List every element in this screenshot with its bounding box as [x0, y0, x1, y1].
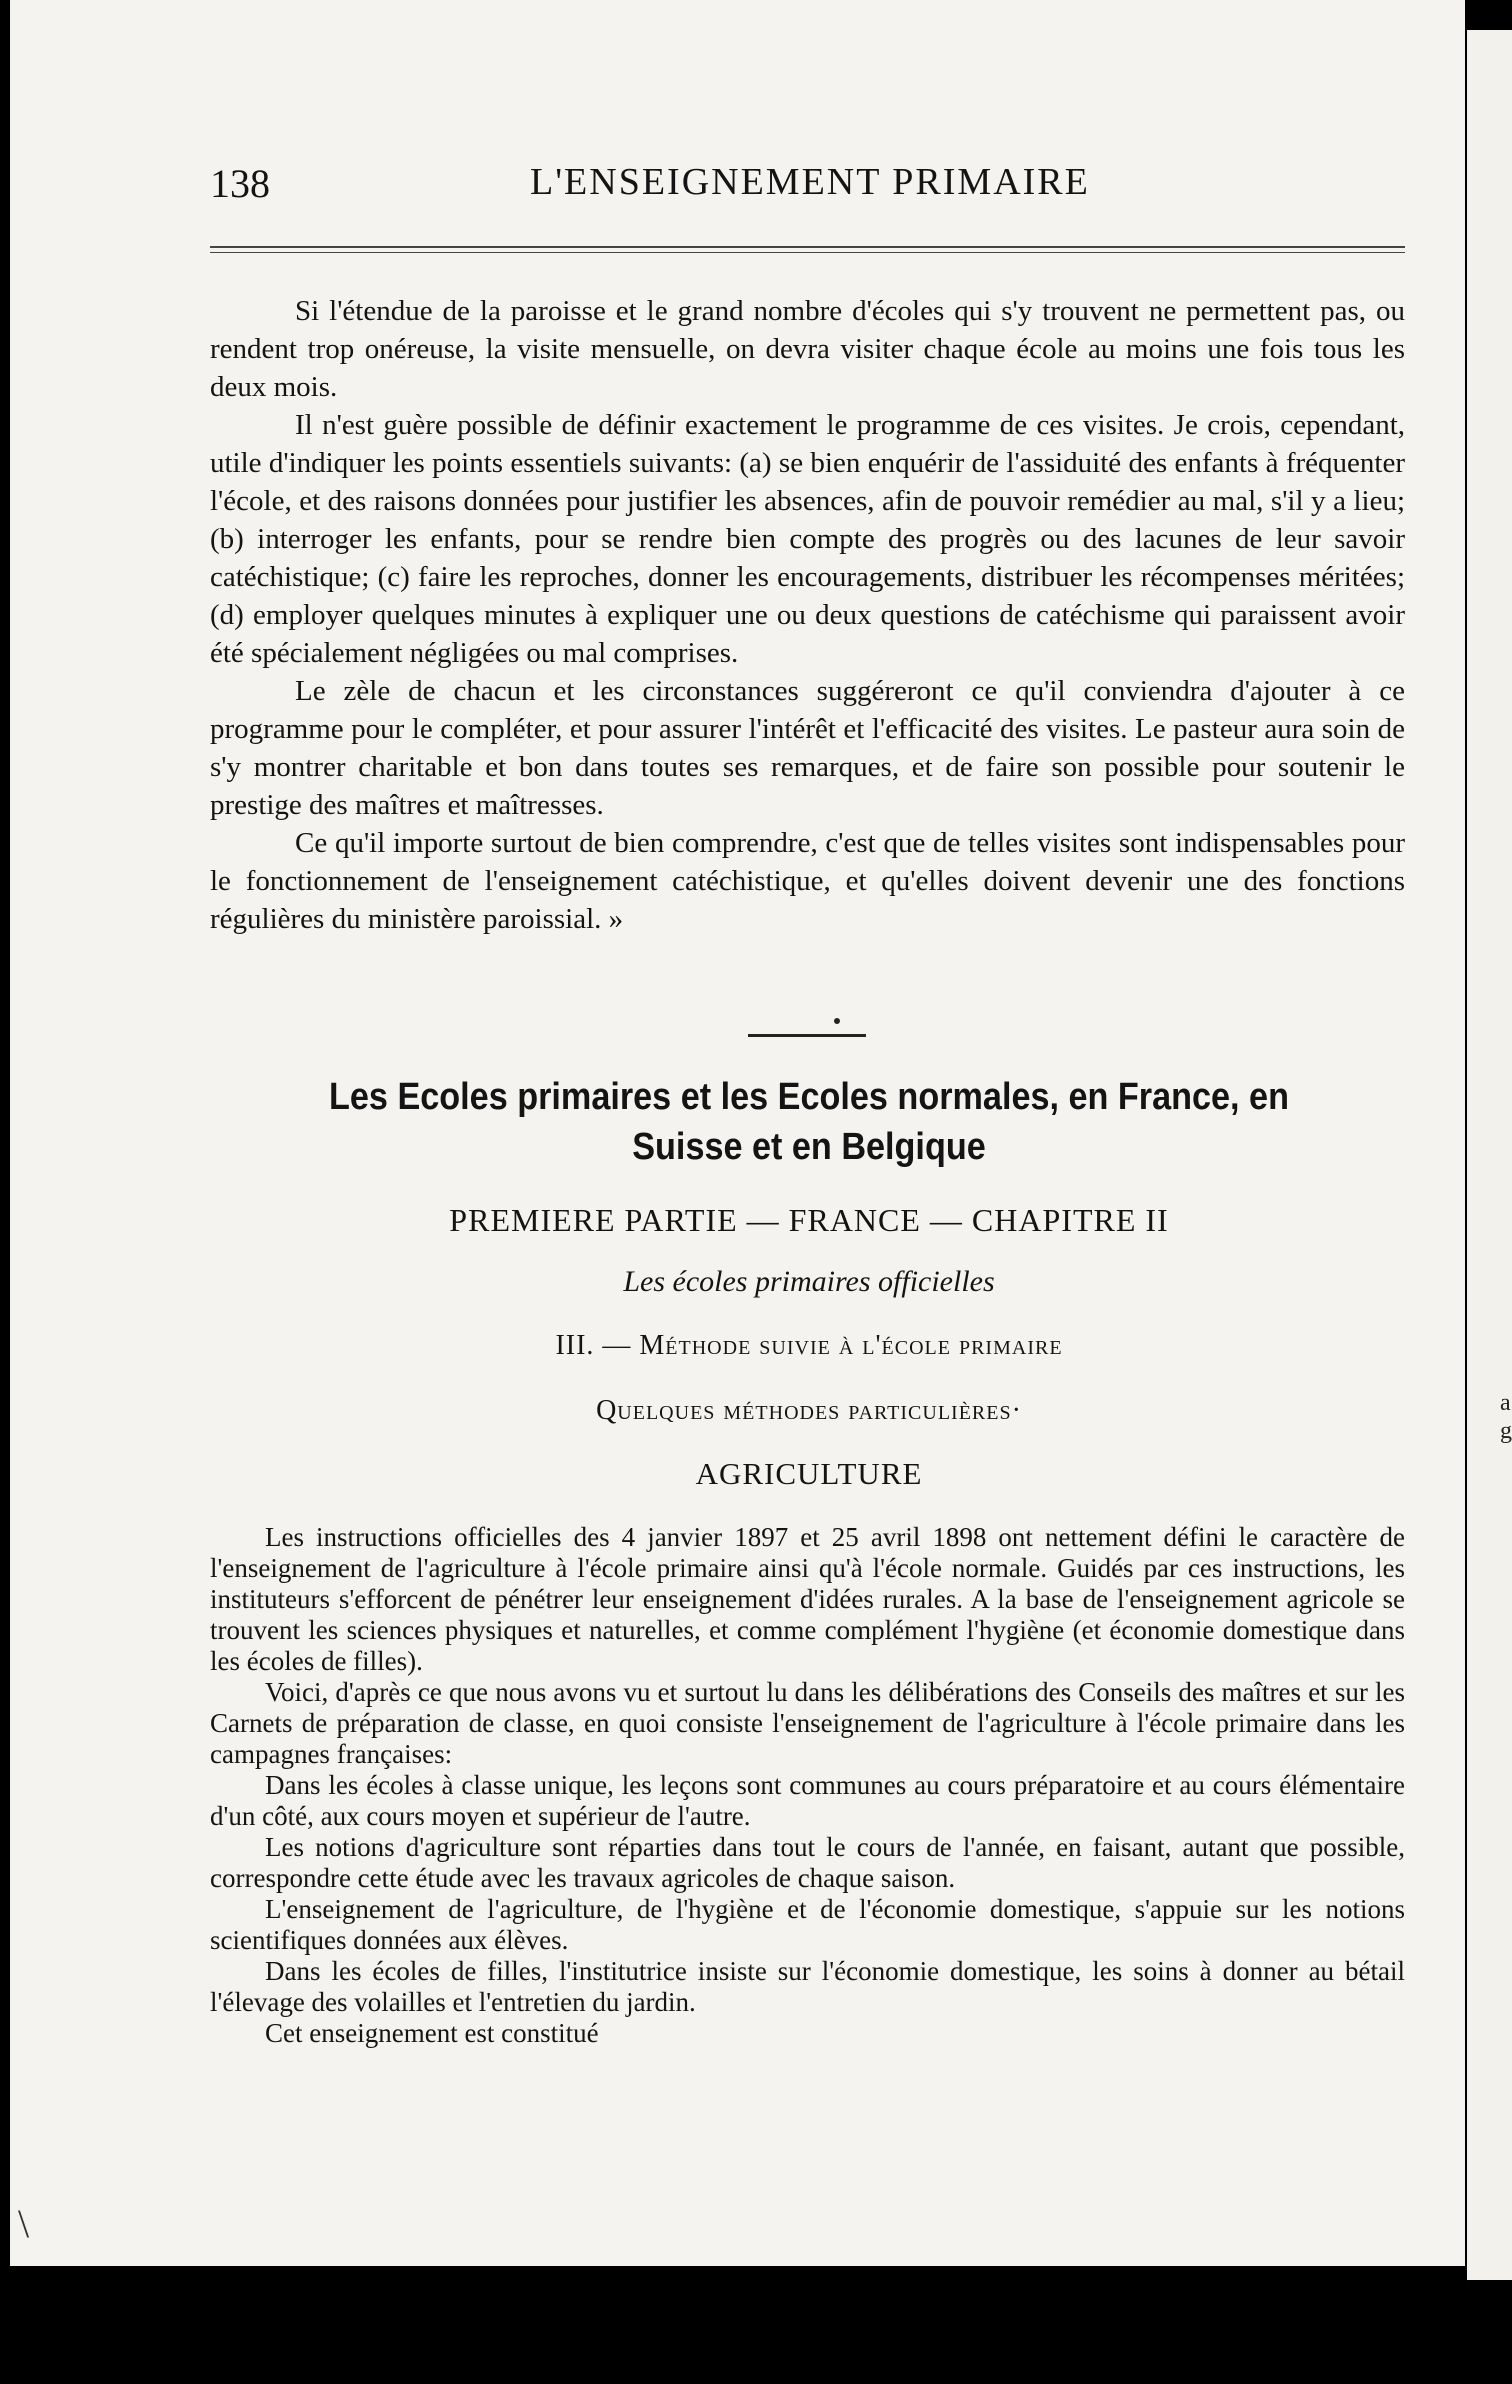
article-body — [210, 1522, 1405, 2049]
paragraph: Il n'est guère possible de définir exactement le programme de ces visites. Je crois, cependant, utile d'indiquer les points essentiels suivants: (a) se bien enquérir de l'assiduité des enfants à fréquenter l'école, et des raisons données pour justifier les absences, afin de pouvoir remédier au mal, s'il y a lieu; (b) interroger les enfants, pour se rendre bien compte des progrès ou des lacunes de leur savoir catéchistique; (c) faire les reproches, donner les encouragements, distribuer les récompenses méritées; (d) employer quelques minutes à expliquer une ou deux questions de catéchisme qui paraissent avoir été spécialement négligées ou mal comprises. — [210, 409, 1405, 669]
subsection-heading: Quelques méthodes particulières· — [596, 1395, 1022, 1426]
section-divider — [748, 1034, 866, 1037]
header-rule — [210, 252, 1405, 253]
facing-page-letter: g — [1500, 1418, 1512, 1444]
previous-article-text — [210, 292, 1405, 938]
paragraph: Les instructions officielles des 4 janvier 1897 et 25 avril 1898 ont nettement défini le caractère de l'enseignement de l'agriculture à l'école primaire ainsi qu'à l'école normale. Guidés par ces instructions, les instituteurs s'efforcent de pénétrer leur enseignement d'idées rurales. A la base de l'enseignement agricole se trouvent les sciences physiques et naturelles, et comme complément l'hygiène (et économie domestique dans les écoles de filles). — [210, 1522, 1405, 1676]
facing-page-letter: a — [1500, 1390, 1511, 1416]
paragraph: Ce qu'il importe surtout de bien comprendre, c'est que de telles visites sont indispensables pour le fonctionnement de l'enseignement catéchistique, et qu'elles doivent devenir une des fonctions régulières du ministère paroissial. » — [210, 827, 1405, 935]
running-title: L'ENSEIGNEMENT PRIMAIRE — [530, 161, 1090, 203]
topic-heading: AGRICULTURE — [695, 1456, 923, 1491]
section-heading: III. — Méthode suivie à l'école primaire — [555, 1330, 1063, 1361]
part-heading: PREMIERE PARTIE — FRANCE — CHAPITRE II — [449, 1202, 1169, 1238]
paragraph: L'enseignement de l'agriculture, de l'hygiène et de l'économie domestique, s'appuie sur les notions scientifiques données aux élèves. — [210, 1894, 1405, 1955]
scan-corner-mark: \ — [18, 2201, 30, 2246]
divider-dot — [834, 1018, 840, 1024]
paragraph: Voici, d'après ce que nous avons vu et surtout lu dans les délibérations des Conseils des maîtres et sur les Carnets de préparation de classe, en quoi consiste l'enseignement de l'agriculture à l'école primaire dans les campagnes françaises: — [210, 1677, 1405, 1769]
header-rule — [210, 246, 1405, 248]
paragraph: Si l'étendue de la paroisse et le grand nombre d'écoles qui s'y trouvent ne permettent pas, ou rendent trop onéreuse, la visite mensuelle, on devra visiter chaque école au moins une fois tous les deux mois. — [210, 295, 1405, 403]
facing-page-edge — [1467, 30, 1512, 2280]
page-number: 138 — [210, 161, 270, 206]
article-title: Les Ecoles primaires et les Ecoles normales, en France, en Suisse et en Belgique — [329, 1076, 1289, 1168]
chapter-subtitle: Les écoles primaires officielles — [623, 1265, 995, 1298]
paragraph: Les notions d'agriculture sont réparties dans tout le cours de l'année, en faisant, autant que possible, correspondre cette étude avec les travaux agricoles de chaque saison. — [210, 1832, 1405, 1893]
running-head — [210, 160, 1408, 210]
paragraph: Cet enseignement est constitué — [265, 2018, 599, 2048]
paragraph: Le zèle de chacun et les circonstances suggéreront ce qu'il conviendra d'ajouter à ce programme pour le compléter, et pour assurer l'intérêt et l'efficacité des visites. Le pasteur aura soin de s'y montrer charitable et bon dans toutes ses remarques, et de faire son possible pour soutenir le prestige des maîtres et maîtresses. — [210, 675, 1405, 821]
paragraph: Dans les écoles à classe unique, les leçons sont communes au cours préparatoire et au cours élémentaire d'un côté, aux cours moyen et supérieur de l'autre. — [210, 1770, 1405, 1831]
paragraph: Dans les écoles de filles, l'institutrice insiste sur l'économie domestique, les soins à donner au bétail l'élevage des volailles et l'entretien du jardin. — [210, 1956, 1405, 2017]
